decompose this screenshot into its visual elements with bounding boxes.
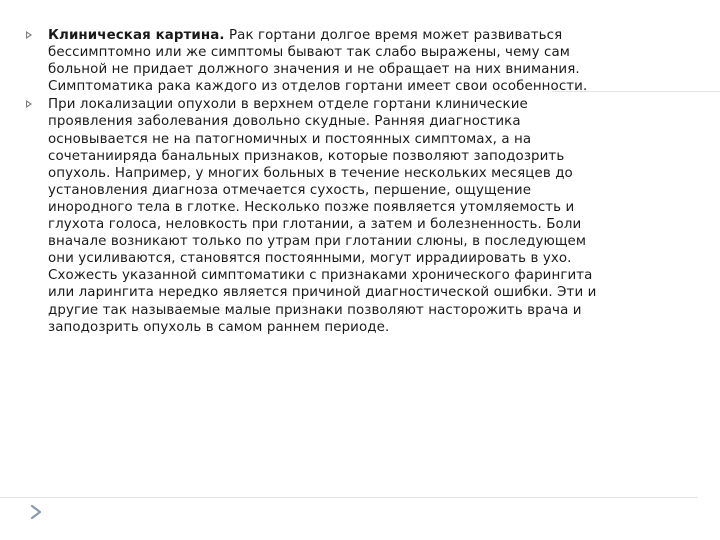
bullet-arrow-icon — [26, 31, 32, 39]
bullet-item — [26, 96, 606, 335]
bullet-lead-text: Клиническая картина. — [48, 28, 225, 43]
chevron-right-icon[interactable] — [30, 505, 42, 519]
bullet-item — [26, 27, 606, 95]
divider-line — [0, 497, 698, 498]
slide-content — [26, 27, 606, 337]
bullet-text: При локализации опухоли в верхнем отделе гортани клинические проявления заболевания довольно скудные. Ранняя диагностика основывается не на патогномичных и постоянных симптомах, а на сочетанииряда банальных признаков, которые позволяют заподозрить опухоль. Например, у многих больных в течение нескольких месяцев до установления диагноза отмечается сухость, першение, ощущение инородного тела в глотке. Несколько позже появляется утомляемость и глухота голоса, неловкость при глотании, а затем и болезненность. Боли вначале возникают только по утрам при глотании слюны, в последующем они усиливаются, становятся постоянными, могут иррадиировать в ухо. Схожесть указанной симптоматики с признаками хронического фарингита или ларингита нередко является причиной диагностической ошибки. Эти и другие так называемые малые признаки позволяют насторожить врача и заподозрить опухоль в самом раннем периоде. — [48, 97, 597, 335]
bullet-text: Рак гортани долгое время может развиваться бессимптомно или же симптомы бывают так слабо выражены, чему сам больной не придает должного значения и не обращает на них внимания. Симптоматика рака каждого из отделов гортани имеет свои особенности. — [48, 28, 588, 95]
bullet-arrow-icon — [26, 100, 32, 108]
